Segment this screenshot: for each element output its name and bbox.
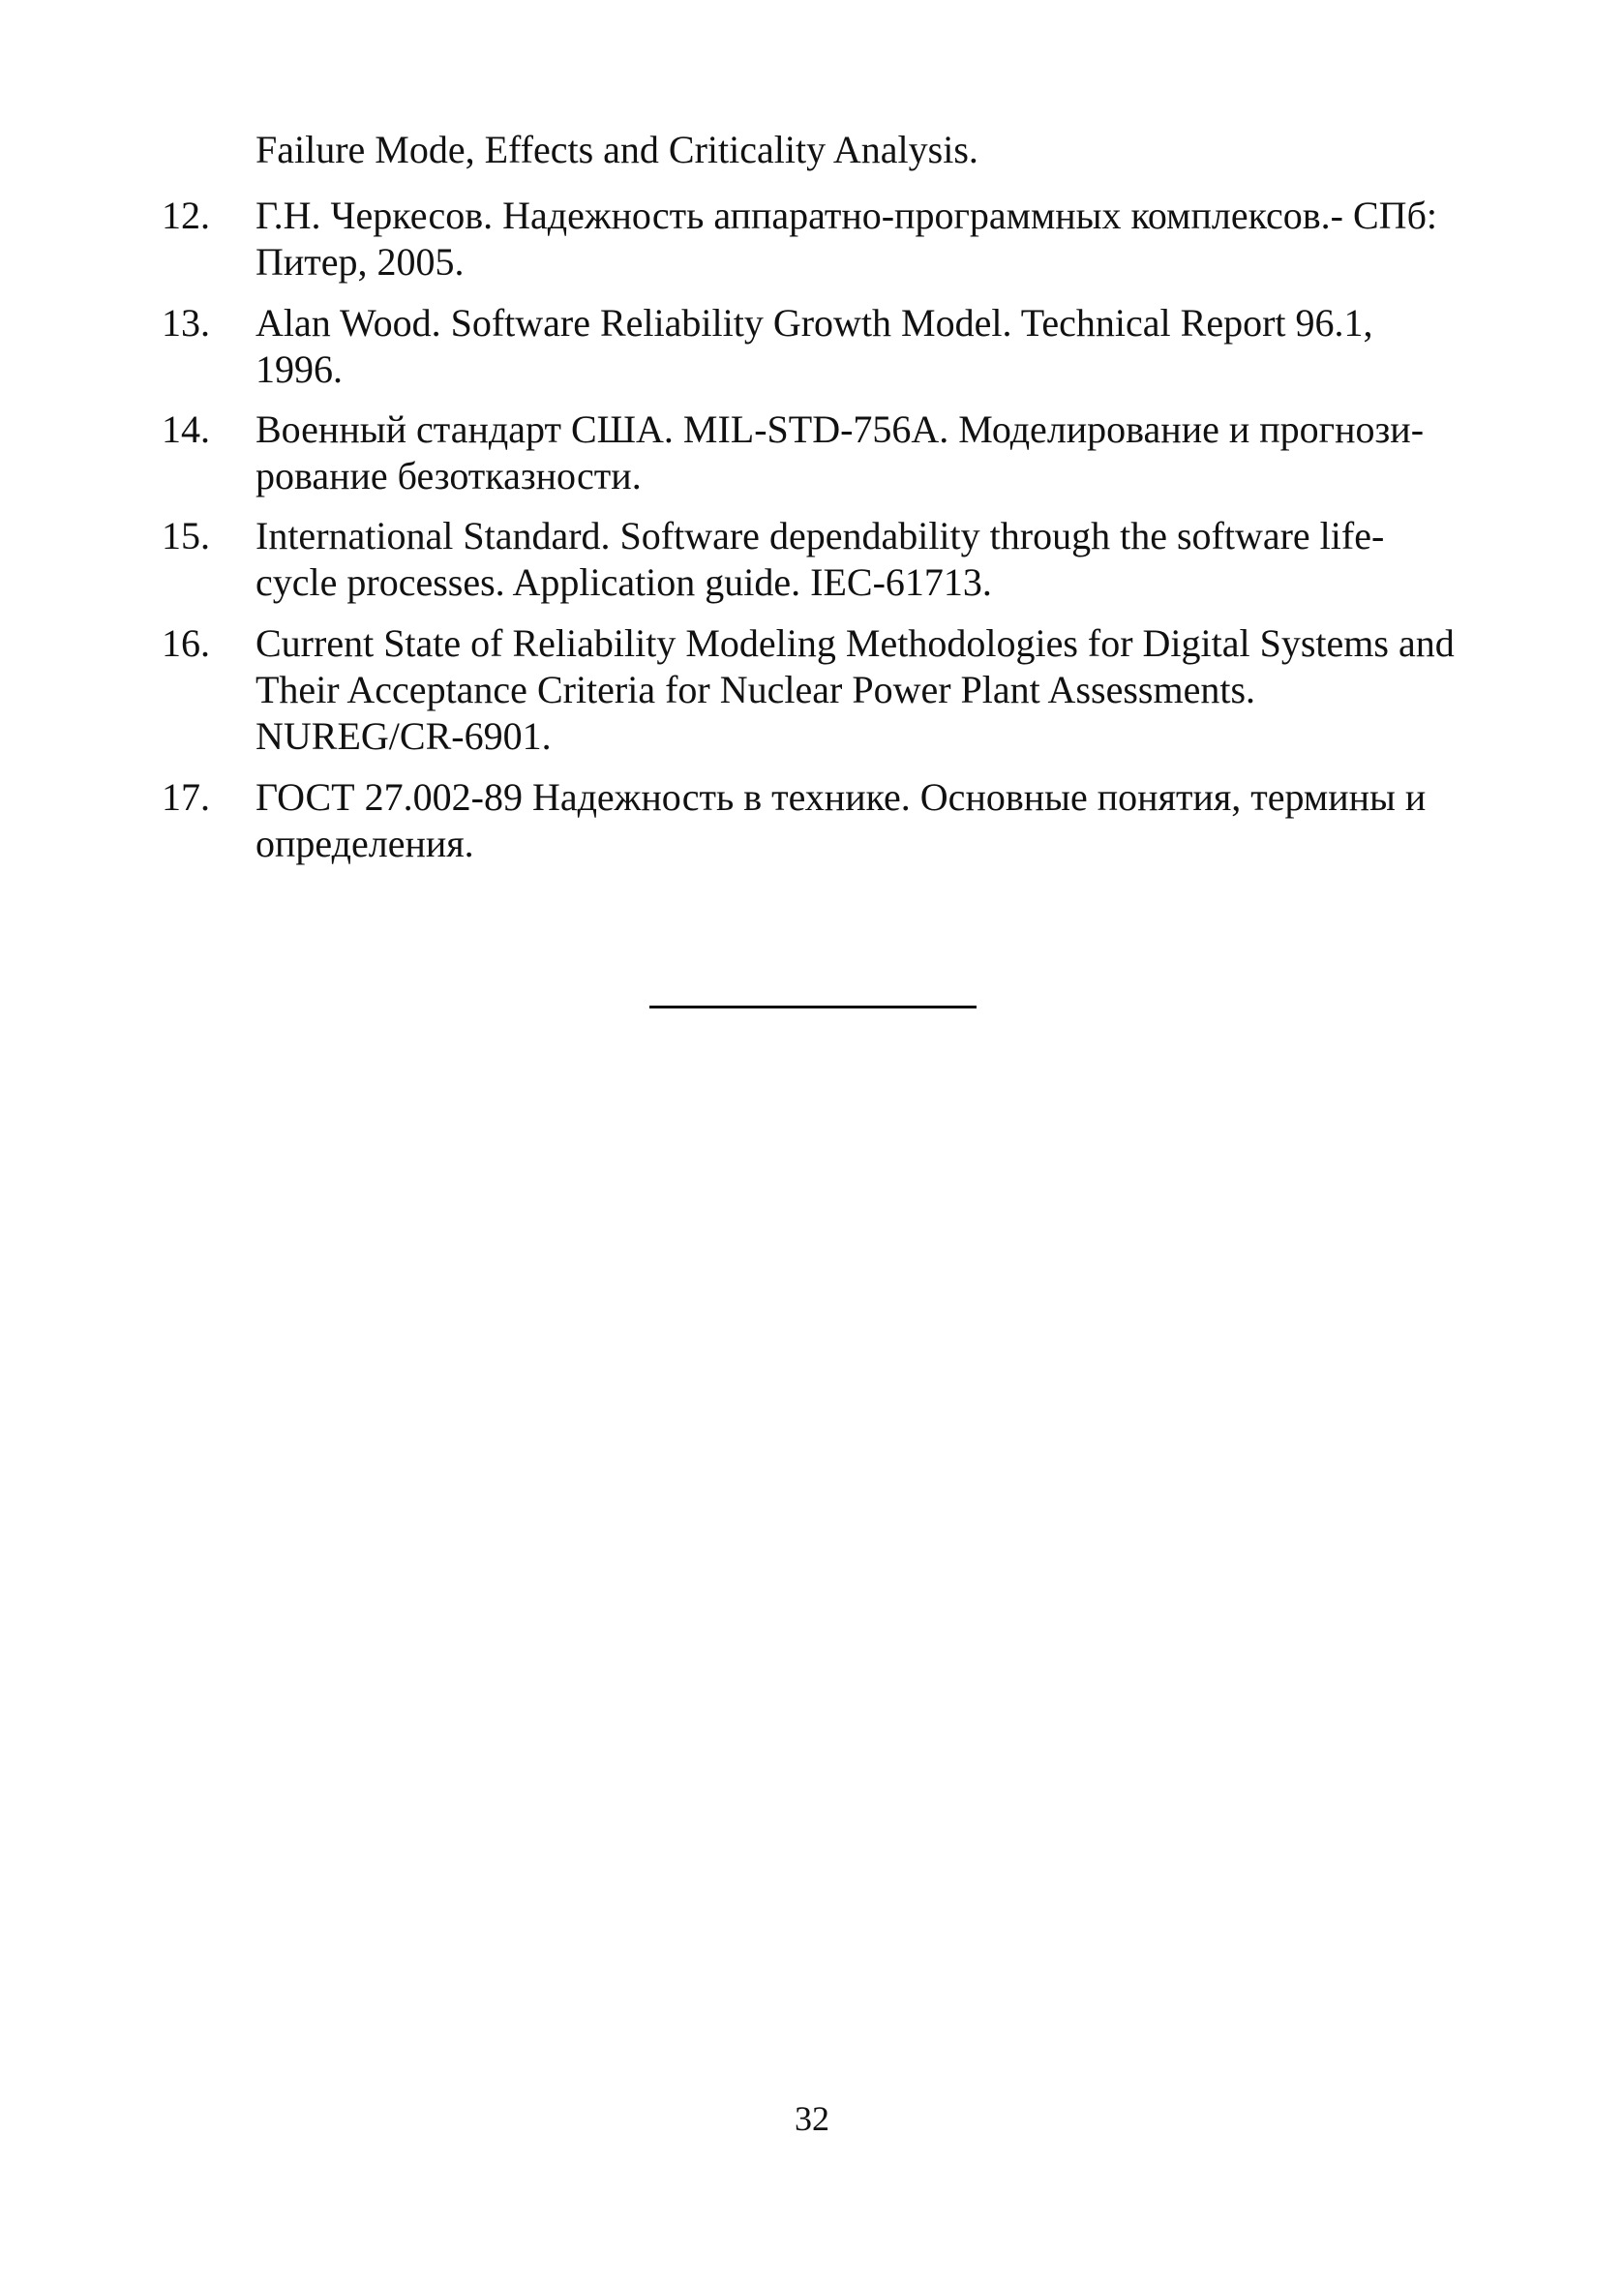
reference-12-line-1: Г.Н. Черкесов. Надежность аппаратно-программных комплексов.- СПб:	[256, 194, 1438, 237]
reference-number-16: 16.	[162, 621, 210, 665]
reference-13-line-1: Alan Wood. Software Reliability Growth Model. Technical Report 96.1,	[256, 301, 1373, 345]
reference-13-line-2: 1996.	[256, 347, 343, 391]
reference-16-line-3: NUREG/CR-6901.	[256, 714, 552, 758]
reference-14-line-2: рование безотказности.	[256, 454, 642, 497]
reference-number-13: 13.	[162, 301, 210, 345]
reference-number-14: 14.	[162, 407, 210, 451]
reference-17-line-1: ГОСТ 27.002-89 Надежность в технике. Основные понятия, термины и	[256, 775, 1427, 819]
section-divider	[649, 1006, 977, 1008]
reference-14-line-1: Военный стандарт США. MIL-STD-756A. Моделирование и прогнози-	[256, 407, 1425, 451]
reference-number-15: 15.	[162, 514, 210, 557]
reference-number-12: 12.	[162, 194, 210, 237]
reference-12-line-2: Питер, 2005.	[256, 240, 465, 284]
reference-16-line-2: Their Acceptance Criteria for Nuclear Power Plant Assessments.	[256, 668, 1256, 711]
reference-number-17: 17.	[162, 775, 210, 819]
reference-15-line-2: cycle processes. Application guide. IEC-61713.	[256, 560, 992, 604]
reference-16-line-1: Current State of Reliability Modeling Methodologies for Digital Systems and	[256, 621, 1455, 665]
reference-15-line-1: International Standard. Software dependability through the software life-	[256, 514, 1385, 557]
reference-continuation: Failure Mode, Effects and Criticality Analysis.	[256, 128, 978, 171]
reference-17-line-2: определения.	[256, 822, 474, 865]
page-number: 32	[795, 2099, 829, 2138]
